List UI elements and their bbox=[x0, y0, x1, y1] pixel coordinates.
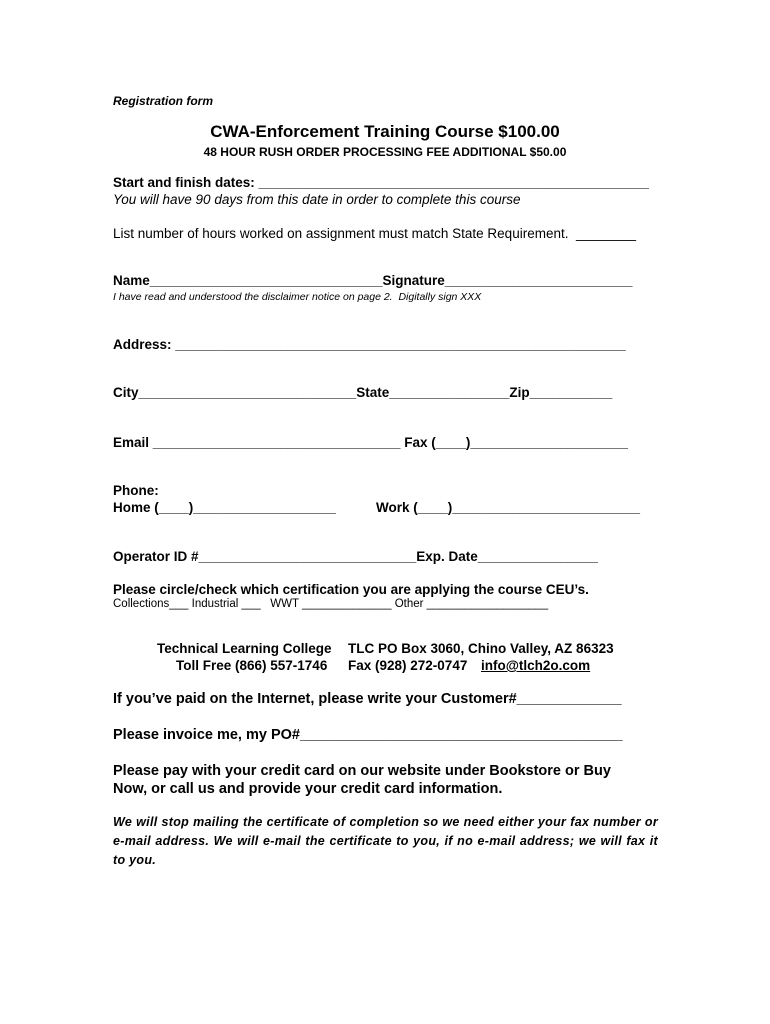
rush-fee-subtitle: 48 HOUR RUSH ORDER PROCESSING FEE ADDITIONAL $50.00 bbox=[203, 145, 567, 159]
college-address: TLC PO Box 3060, Chino Valley, AZ 86323 bbox=[348, 641, 614, 656]
work-phone-field[interactable]: Work (____)_________________________ bbox=[376, 500, 640, 515]
dates-note: You will have 90 days from this date in order to complete this course bbox=[113, 192, 521, 207]
name-signature-field[interactable]: Name_______________________________Signature_________________________ bbox=[113, 273, 633, 288]
operator-id-field[interactable]: Operator ID #_____________________________Exp. Date________________ bbox=[113, 549, 598, 564]
email-fax-field[interactable]: Email _________________________________ Fax (____)_____________________ bbox=[113, 435, 628, 450]
certificate-notice: We will stop mailing the certificate of completion so we need either your fax number or e-mail address. We will e-mail the certificate to you, if no e-mail address; we will fax it to you. bbox=[113, 815, 658, 867]
college-fax: Fax (928) 272-0747 bbox=[348, 658, 468, 673]
home-phone-field[interactable]: Home (____)___________________ bbox=[113, 500, 336, 515]
college-name: Technical Learning College bbox=[157, 641, 332, 656]
certification-options[interactable]: Collections___ Industrial ___ WWT ______________ Other ___________________ bbox=[113, 598, 549, 610]
disclaimer-note: I have read and understood the disclaimer notice on page 2. Digitally sign XXX bbox=[113, 291, 482, 303]
start-finish-dates-field[interactable]: Start and finish dates: ____________________________________________________ bbox=[113, 175, 649, 190]
course-title: CWA-Enforcement Training Course $100.00 bbox=[210, 122, 560, 141]
customer-number-field[interactable]: If you’ve paid on the Internet, please write your Customer#_____________ bbox=[113, 691, 622, 707]
city-state-zip-field[interactable]: City_____________________________State________________Zip___________ bbox=[113, 385, 613, 400]
po-number-field[interactable]: Please invoice me, my PO#________________________________________ bbox=[113, 727, 623, 743]
form-label: Registration form bbox=[113, 94, 214, 108]
address-field[interactable]: Address: ____________________________________________________________ bbox=[113, 337, 626, 352]
credit-card-line-1: Please pay with your credit card on our website under Bookstore or Buy bbox=[113, 763, 611, 779]
hours-worked-field[interactable]: List number of hours worked on assignment must match State Requirement. ________ bbox=[113, 226, 637, 241]
college-email-link[interactable]: info@tlch2o.com bbox=[481, 658, 591, 673]
certification-heading: Please circle/check which certification you are applying the course CEU’s. bbox=[113, 582, 589, 597]
credit-card-line-2: Now, or call us and provide your credit card information. bbox=[113, 781, 503, 797]
phone-label: Phone: bbox=[113, 483, 159, 498]
college-phone: Toll Free (866) 557-1746 bbox=[176, 658, 328, 673]
